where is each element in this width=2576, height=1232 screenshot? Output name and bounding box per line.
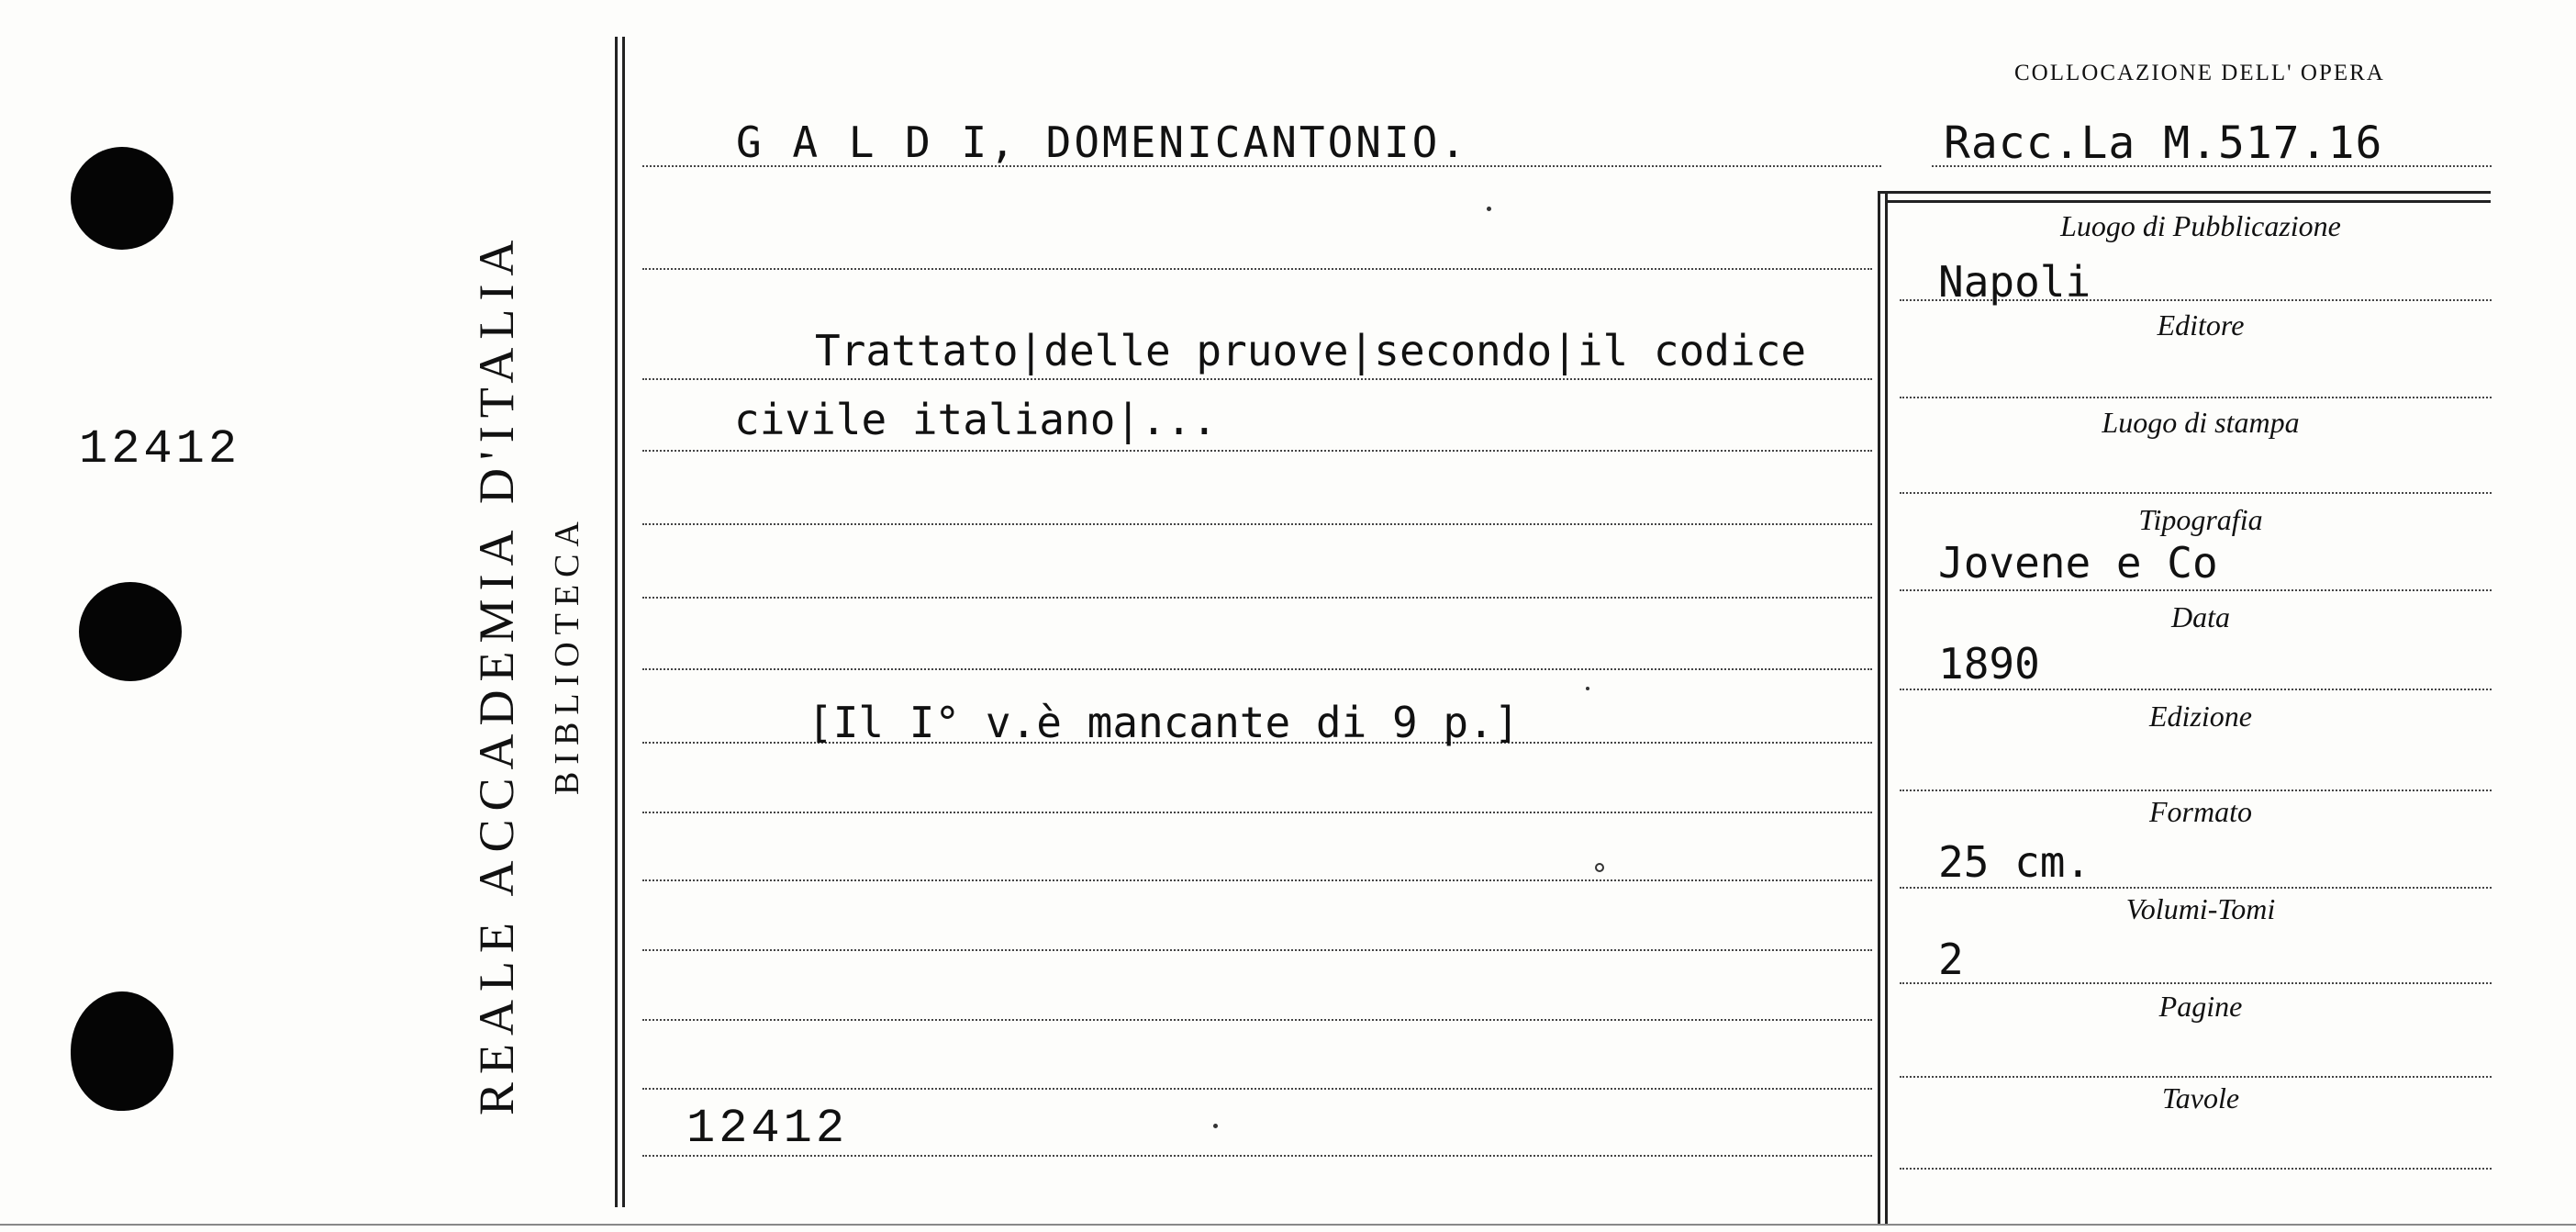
- punch-hole-bottom: [71, 991, 173, 1111]
- left-double-rule-a: [615, 37, 618, 1207]
- writing-line: [642, 597, 1872, 599]
- title-line-1: Trattato|delle pruove|secondo|il codice: [815, 326, 1807, 375]
- field-value-volumi-tomi: 2: [1938, 935, 1964, 984]
- punch-hole-middle: [79, 582, 182, 681]
- writing-line: [642, 450, 1872, 452]
- missing-pages-note: [Il I° v.è mancante di 9 p.]: [808, 698, 1520, 747]
- writing-line: [642, 1019, 1872, 1021]
- field-line: [1900, 689, 2492, 690]
- scan-speck: [1487, 207, 1491, 211]
- field-value-luogo-pubblicazione: Napoli: [1938, 257, 2091, 307]
- field-label-formato: Formato: [2149, 795, 2252, 828]
- writing-line: [642, 378, 1872, 380]
- field-label-editore: Editore: [2157, 308, 2245, 342]
- field-line: [1900, 790, 2492, 791]
- field-label-data: Data: [2171, 600, 2230, 633]
- field-label-luogo-stampa: Luogo di stampa: [2102, 406, 2300, 439]
- field-line: [1900, 887, 2492, 889]
- author-name: G A L D I, DOMENICANTONIO.: [736, 118, 1469, 167]
- field-line: [1900, 397, 2492, 398]
- field-value-tipografia: Jovene e Co: [1938, 538, 2218, 588]
- field-line: [1900, 589, 2492, 591]
- writing-line: [642, 668, 1872, 670]
- field-line: [1900, 492, 2492, 494]
- right-panel-rule-a: [1878, 193, 1880, 1226]
- field-label-tavole: Tavole: [2161, 1081, 2240, 1114]
- library-name-vertical: BIBLIOTECA: [548, 514, 586, 795]
- field-label-pagine: Pagine: [2158, 990, 2243, 1023]
- field-value-formato: 25 cm.: [1938, 837, 2091, 887]
- side-inventory-number: 12412: [79, 422, 241, 476]
- scan-speck: [1213, 1124, 1218, 1128]
- institution-name-vertical: REALE ACCADEMIA D'ITALIA: [469, 231, 524, 1115]
- field-line: [1900, 1076, 2492, 1078]
- field-line: [1900, 982, 2492, 984]
- field-label-volumi-tomi: Volumi-Tomi: [2125, 892, 2276, 925]
- field-value-data: 1890: [1938, 639, 2040, 689]
- writing-line: [642, 1088, 1872, 1090]
- left-double-rule-b: [622, 37, 625, 1207]
- collocation-heading: COLLOCAZIONE DELL' OPERA: [2014, 61, 2385, 85]
- writing-line: [642, 523, 1872, 525]
- field-line: [1900, 1168, 2492, 1170]
- right-panel-top-rule-b: [1885, 200, 2491, 203]
- writing-line: [642, 812, 1872, 813]
- bottom-inventory-number: 12412: [686, 1102, 849, 1156]
- field-label-luogo-pubblicazione: Luogo di Pubblicazione: [2060, 209, 2341, 242]
- right-panel-rule-b: [1885, 193, 1888, 1226]
- scan-speck: [1595, 863, 1604, 872]
- card-bottom-edge: [0, 1224, 2576, 1226]
- title-line-2: civile italiano|...: [734, 395, 1218, 444]
- right-panel-top-rule-a: [1878, 191, 2491, 194]
- scan-speck: [1586, 687, 1589, 690]
- call-number: Racc.La M.517.16: [1944, 118, 2383, 169]
- writing-line: [642, 268, 1872, 270]
- writing-line: [642, 879, 1872, 881]
- field-label-tipografia: Tipografia: [2138, 503, 2263, 536]
- field-label-edizione: Edizione: [2149, 700, 2252, 733]
- punch-hole-top: [71, 147, 173, 250]
- writing-line: [642, 949, 1872, 951]
